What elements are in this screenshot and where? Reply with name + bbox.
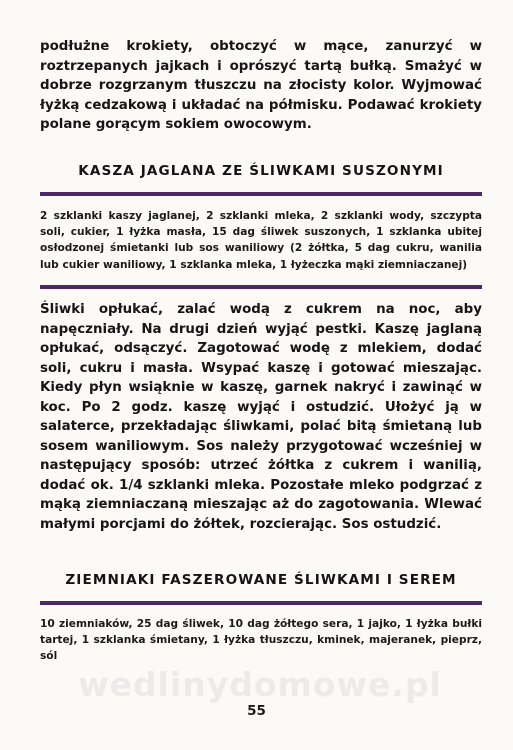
recipe1-top-rule [40, 192, 482, 196]
recipe1-title: KASZA JAGLANA ZE ŚLIWKAMI SUSZONYMI [78, 163, 444, 179]
recipe2-title: ZIEMNIAKI FASZEROWANE ŚLIWKAMI I SEREM [65, 572, 457, 588]
watermark: wedlinydomowe.pl [78, 665, 442, 704]
recipe1-instructions: Śliwki opłukać, zalać wodą z cukrem na noc, aby napęczniały. Na drugi dzień wyjąć pestki. Kaszę jaglaną opłukać, odsączyć. Zagotować wodę z mlekiem, dodać soli, cukru i masła. Wsypać kaszę i gotować mieszając. Kiedy płyn wsiąknie w kaszę, garnek nakryć i zawinąć w koc. Po 2 godz. kaszę wyjąć i ostudzić. Ułożyć ją w salaterce, przekładając śliwkami, polać bitą śmietaną lub sosem waniliowym. Sos należy przygotować wcześniej w następujący sposób: utrzeć żółtka z cukrem i wanilią, dodać ok. 1/4 szklanki mleka. Pozostałe mleko podgrzać z mąką ziemniaczaną mieszając aż do zagotowania. Wlewać małymi porcjami do żółtek, rozcierając. Sos ostudzić. [40, 302, 482, 532]
recipe2-top-rule [40, 601, 482, 605]
intro-paragraph: podłużne krokiety, obtoczyć w mące, zanurzyć w roztrzepanych jajkach i oprószyć tartą bułką. Smażyć w dobrze rozgrzanym tłuszczu na złocisty kolor. Wyjmować łyżką cedzakową i układać na półmisku. Podawać krokiety polane gorącym sokiem owocowym. [40, 39, 482, 132]
page-number: 55 [247, 703, 266, 719]
recipe1-ingredients: 2 szklanki kaszy jaglanej, 2 szklanki mleka, 2 szklanki wody, szczypta soli, cukier, 1 łyżka masła, 15 dag śliwek suszonych, 1 szklanka ubitej osłodzonej śmietanki lub sos waniliowy (2 żółtka, 5 dag cukru, wanilia lub cukier waniliowy, 1 szklanka mleka, 1 łyżeczka mąki ziemniaczanej) [40, 210, 482, 271]
recipe2-ingredients: 10 ziemniaków, 25 dag śliwek, 10 dag żółtego sera, 1 jajko, 1 łyżka bułki tartej, 1 szklanka śmietany, 1 łyżka tłuszczu, kminek, majeranek, pieprz, sól [40, 618, 482, 663]
recipe1-bottom-rule [40, 285, 482, 289]
